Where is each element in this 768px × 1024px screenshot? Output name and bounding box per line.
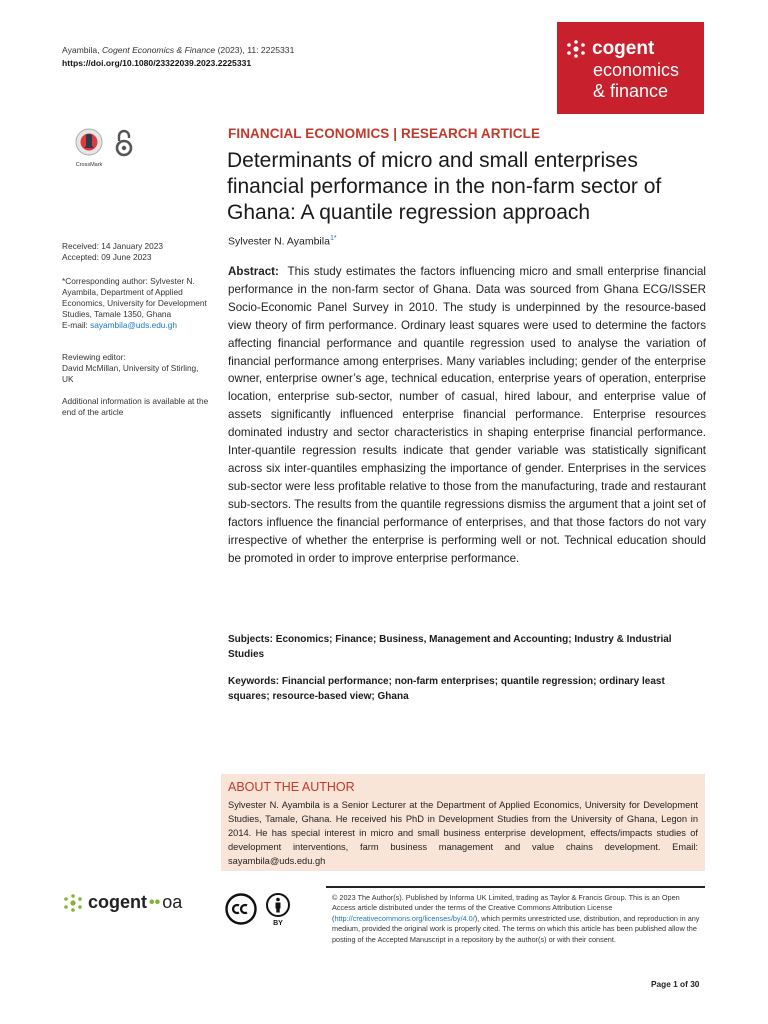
accepted-date: Accepted: 09 June 2023 [62,252,152,262]
cogent-logo-icon [565,39,587,59]
citation-author: Ayambila, [62,45,102,55]
page-number: Page 1 of 30 [651,979,700,989]
cc-license-icons[interactable] [225,893,291,927]
keywords: Keywords: Financial performance; non-farm enterprises; quantile regression; ordinary least squares; resource-based view; Ghana [228,676,665,702]
additional-info: Additional information is available at the end of the article [62,396,209,417]
article-title: Determinants of micro and small enterprises financial performance in the non-farm sector of Ghana: A quantile regression approach [227,149,662,224]
license-pre: © 2023 The Author(s). Published by Informa UK Limited, trading as Taylor & Francis Group. This is an Open Access article distributed under the terms of the Creative Commons Attribution License ( [332,893,680,923]
subjects: Subjects: Economics; Finance; Business, Management and Accounting; Industry & Industrial Studies [228,634,672,660]
abstract [228,263,706,567]
citation-line [62,44,294,57]
reviewing-editor: David McMillan, University of Stirling, UK [62,363,199,384]
article-section-label: FINANCIAL ECONOMICS | RESEARCH ARTICLE [228,126,541,141]
open-access-icon [114,128,134,158]
crossmark-icon [75,128,103,156]
license-divider [326,886,705,888]
cogent-wordmark: cogent [88,892,148,912]
dates-block [62,241,212,263]
cc-by-attribution-icon [265,893,291,927]
creative-commons-icon [225,893,257,925]
cogent-oa-icon [62,893,84,913]
crossmark-label: CrossMark [75,162,103,168]
brand-line-1: economics [593,60,680,80]
received-date: Received: 14 January 2023 [62,241,164,251]
abstract-label: Abstract: [228,265,279,278]
author-name[interactable]: Sylvester N. Ayambila [228,235,330,248]
license-post: ), which permits unrestricted use, distribution, and reproduction in any medium, provided the original work is properly cited. The terms on which this article has been published allow the posting of the Accepted Manuscript in a repository by the author(s) or with their consent. [332,913,700,944]
cc-by-label: BY [273,920,283,927]
citation-volume: (2023), 11: 2225331 [215,45,295,55]
corresponding-author: *Corresponding author: Sylvester N. Ayambila, Department of Applied Economics, University for Development Studies, Tamale 1350, Ghana [62,276,207,319]
cogent-dash: •• [149,893,161,911]
brand-name: cogent [592,38,655,59]
corresponding-block [62,276,212,331]
about-author-box [221,774,705,871]
journal-brand [557,22,704,114]
crossmark-badge[interactable] [70,128,108,168]
email-link[interactable]: sayambila@uds.edu.gh [90,320,177,330]
email-label: E-mail: [62,320,91,330]
article-badges [70,128,140,168]
citation-header [62,44,294,70]
email-line [62,320,212,331]
brand-line-2: & finance [593,81,669,101]
about-author-heading: ABOUT THE AUTHOR [228,780,355,794]
author-line [228,235,337,248]
license-text [332,893,704,945]
author-marker[interactable]: 1* [329,235,337,242]
reviewing-block [62,352,212,385]
doi-link[interactable]: https://doi.org/10.1080/23322039.2023.2225331 [62,58,252,68]
citation-journal: Cogent Economics & Finance [101,45,216,55]
about-author-body: Sylvester N. Ayambila is a Senior Lecturer at the Department of Applied Economics, University for Development Studies, Tamale, Ghana. He received his PhD in Development Studies from the University of Ghana, Legon in 2014. He has special interest in micro and small business enterprise development, effects/impacts studies of development interventions, farm business management and value chains development. Email: sayambila@uds.edu.gh [228,800,698,866]
oa-wordmark: oa [162,892,183,912]
license-link[interactable]: http://creativecommons.org/licenses/by/4.0/ [334,913,475,923]
reviewing-label: Reviewing editor: [62,352,126,362]
abstract-text: This study estimates the factors influencing micro and small enterprise financial performance in the non-farm sector of Ghana. Data was sourced from Ghana ECG/ISSER Socio-Economic Panel Survey in 2010. The study is underpinned by the resource-based view theory of firm performance. Ordinary least squares were used to determine the factors affecting financial performance and quantile regression used to analyse the variation of financial performance among enterprises. Many variables including; gender of the enterprise owner, enterprise owner’s age, technical education, enterprise years of operation, enterprise location, enterprise sub-sector, number of casual, hired labour, and enterprise value of assets significantly influenced enterprise financial performance. Enterprise resources dominated industry and sector characteristics in shaping enterprise financial performance. Inter-quantile regression results indicate that gender variable was statistically significant across six inter-quantiles emphasizing the importance of gender. Enterprises in the services sub-sector were less profitable relative to those from the manufacturing, trade and restaurant sub-sectors. The results from the quantile regressions dismiss the argument that a joint set of factors influence the financial performance of enterprises, and that those factors do not vary irrespective of whether the enterprise is performing well or not. Technical education should be promoted in order to improve enterprise performance. [228,265,706,565]
cogent-oa-logo [62,892,182,913]
